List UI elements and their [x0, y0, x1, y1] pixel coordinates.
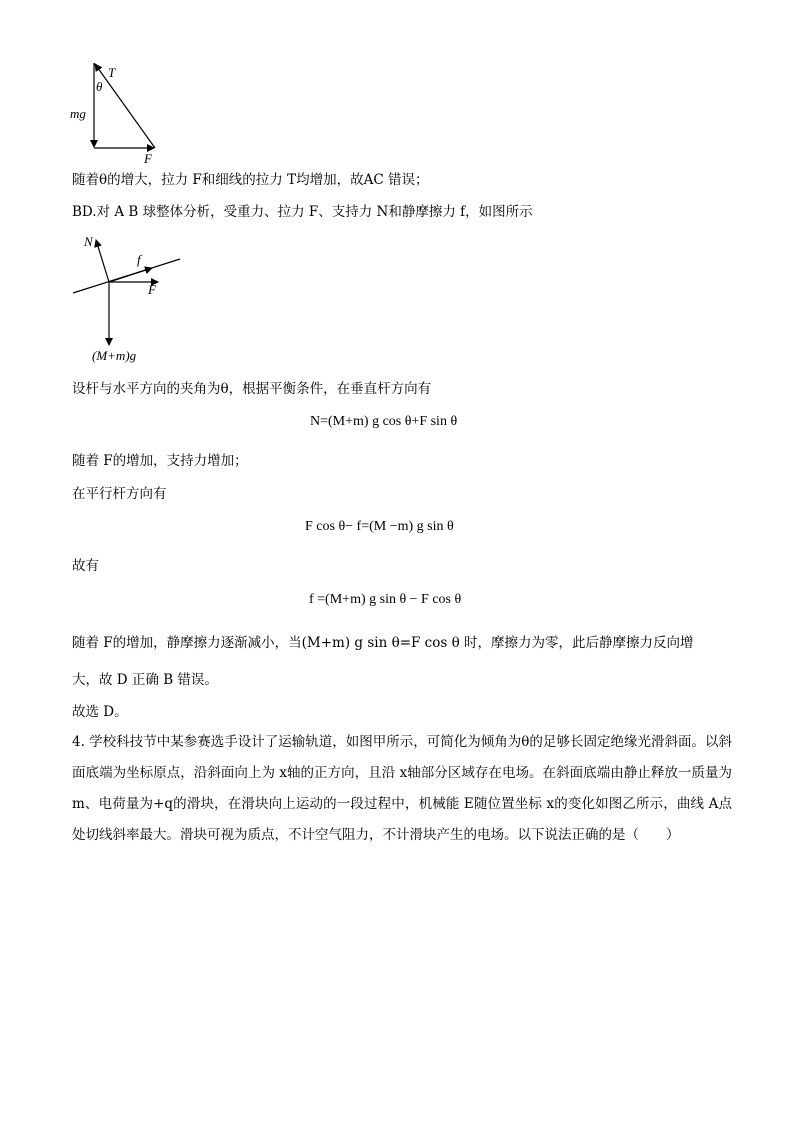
text-line-3: 设杆与水平方向的夹角为θ，根据平衡条件，在垂直杆方向有 — [72, 381, 432, 397]
text-line-2: BD.对 A B 球整体分析，受重力、拉力 F、支持力 N和静摩擦力 f，如图所示 — [72, 204, 533, 220]
force-triangle-figure — [70, 55, 170, 167]
text-line-6: 故有 — [72, 558, 99, 574]
normal-vector — [96, 240, 109, 282]
text-line-7b: 大，故 D 正确 B 错误。 — [72, 672, 218, 688]
label-T: T — [108, 65, 116, 80]
text-line-4: 随着 F的增加，支持力增加； — [72, 453, 248, 469]
equation-1: N=(M+m) g cos θ+F sin θ — [310, 414, 458, 429]
text-line-5: 在平行杆方向有 — [72, 486, 167, 502]
tension-vector — [95, 64, 155, 148]
label-F: F — [144, 151, 152, 166]
text-line-8: 故选 D。 — [72, 704, 128, 720]
label-N: N — [84, 234, 93, 249]
rod-free-body-figure — [70, 230, 195, 366]
equation-2: F cos θ− f=(M −m) g sin θ — [305, 519, 454, 534]
equation-3: f =(M+m) g sin θ − F cos θ — [309, 592, 462, 607]
label-weight: (M+m)g — [92, 348, 137, 363]
friction-vector — [109, 268, 152, 282]
label-f: f — [137, 252, 141, 267]
label-mg: mg — [70, 106, 86, 121]
text-line-1: 随着θ的增大，拉力 F和细线的拉力 T均增加，故AC 错误； — [72, 172, 429, 188]
label-theta: θ — [96, 79, 103, 94]
text-line-7a: 随着 F的增加，静摩擦力逐渐减小，当(M+m) g sin θ=F cos θ 时，摩擦力为零，此后静摩擦力反向增 — [72, 635, 694, 651]
question-4: 4. 学校科技节中某参赛选手设计了运输轨道，如图甲所示，可简化为倾角为θ的足够长固定绝缘光滑斜面。以斜面底端为坐标原点，沿斜面向上为 x轴的正方向，且沿 x轴部分区域存在电场。在斜面底端由静止释放一质量为 m、电荷量为+q的滑块，在滑块向上运动的一段过程中，机械能 E随位置坐标 x的变化如图乙所示，曲线 A点处切线斜率最大。滑块可视为质点，不计空气阻力，不计滑块产生的电场。以下说法正确的是（ ） — [72, 734, 732, 843]
label-F: F — [148, 282, 156, 297]
